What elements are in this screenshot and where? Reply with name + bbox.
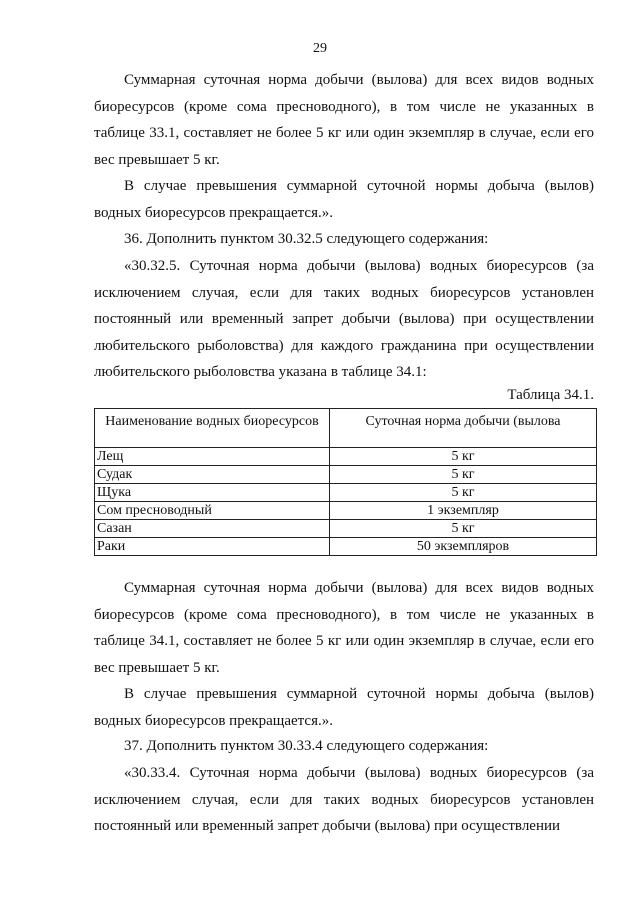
table-row (95, 502, 597, 520)
species-name: Лещ (95, 448, 330, 466)
table-row (95, 538, 597, 556)
table-header-row (95, 409, 597, 448)
species-name: Сом пресноводный (95, 502, 330, 520)
table-row (95, 520, 597, 538)
paragraph-summary-34: Суммарная суточная норма добычи (вылова) для всех видов водных биоресурсов (кроме сома пресноводного), в том числе не указанных в таблице 34.1, составляет не более 5 кг или один экземпляр в случае, если его вес превышает 5 кг. (94, 580, 594, 676)
species-name: Щука (95, 484, 330, 502)
daily-norm: 50 экземпляров (330, 538, 597, 556)
header-species: Наименование водных биоресурсов (95, 409, 330, 448)
daily-norm: 5 кг (330, 448, 597, 466)
species-name: Сазан (95, 520, 330, 538)
table-row (95, 448, 597, 466)
daily-norm: 5 кг (330, 484, 597, 502)
paragraph-30-32-5: «30.32.5. Суточная норма добычи (вылова) водных биоресурсов (за исключением случая, если для таких водных биоресурсов установлен постоянный или временный запрет добычи (вылова) при осуществлении любительского рыболовства) для каждого гражданина при осуществлении любительского рыболовства указана в таблице 34.1: (94, 258, 594, 380)
daily-norm: 5 кг (330, 466, 597, 484)
paragraph-summary-33: Суммарная суточная норма добычи (вылова) для всех видов водных биоресурсов (кроме сома пресноводного), в том числе не указанных в таблице 33.1, составляет не более 5 кг или один экземпляр в случае, если его вес превышает 5 кг. (94, 72, 594, 168)
table-caption: Таблица 34.1. (507, 387, 594, 403)
paragraph-item-37: 37. Дополнить пунктом 30.33.4 следующего содержания: (124, 738, 489, 754)
table-row (95, 466, 597, 484)
species-name: Раки (95, 538, 330, 556)
paragraph-30-33-4: «30.33.4. Суточная норма добычи (вылова) водных биоресурсов (за исключением случая, если для таких водных биоресурсов установлен постоянный или временный запрет добычи (вылова) при осуществлении (94, 765, 594, 834)
header-norm: Суточная норма добычи (вылова (330, 409, 597, 448)
daily-norm: 5 кг (330, 520, 597, 538)
daily-norm: 1 экземпляр (330, 502, 597, 520)
species-name: Судак (95, 466, 330, 484)
paragraph-exceed-33: В случае превышения суммарной суточной нормы добыча (вылов) водных биоресурсов прекращается.». (94, 178, 594, 221)
page-number: 29 (313, 41, 327, 56)
paragraph-item-36: 36. Дополнить пунктом 30.32.5 следующего содержания: (124, 231, 489, 247)
paragraph-exceed-34: В случае превышения суммарной суточной нормы добыча (вылов) водных биоресурсов прекращается.». (94, 686, 594, 729)
table-row (95, 484, 597, 502)
norms-table (94, 408, 597, 556)
